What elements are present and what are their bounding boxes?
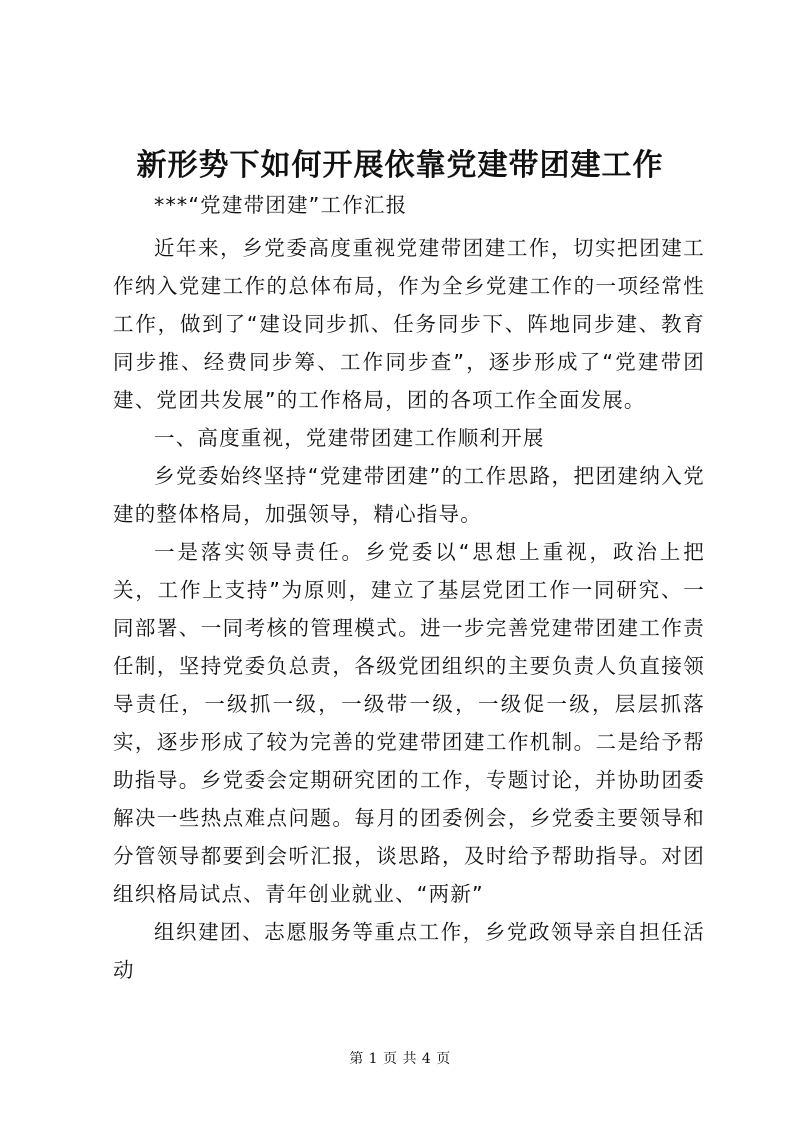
paragraph-2: 乡党委始终坚持“党建带团建”的工作思路，把团建纳入党建的整体格局，加强领导，精心指导。 bbox=[113, 464, 705, 526]
paragraph-3: 一是落实领导责任。乡党委以“思想上重视，政治上把关，工作上支持”为原则，建立了基层党团工作一同研究、一同部署、一同考核的管理模式。进一步完善党建带团建工作责任制，坚持党委负总责，各级党团组织的主要负责人负直接领导责任，一级抓一级，一级带一级，一级促一级，层层抓落实，逐步形成了较为完善的党建带团建工作机制。二是给予帮助指导。乡党委会定期研究团的工作，专题讨论，并协助团委解决一些热点难点问题。每月的团委例会，乡党委主要领导和分管领导都要到会听汇报，谈思路，及时给予帮助指导。对团组织格局试点、青年创业就业、“两新” bbox=[113, 540, 705, 906]
section-heading-1: 一、高度重视，党建带团建工作顺利开展 bbox=[154, 426, 545, 450]
document-title: 新形势下如何开展依靠党建带团建工作 bbox=[136, 148, 664, 183]
paragraph-intro: 近年来，乡党委高度重视党建带团建工作，切实把团建工作纳入党建工作的总体布局，作为全乡党建工作的一项经常性工作，做到了“建设同步抓、任务同步下、阵地同步建、教育同步推、经费同步筹、工作同步查”，逐步形成了“党建带团建、党团共发展”的工作格局，团的各项工作全面发展。 bbox=[113, 236, 705, 412]
subtitle-block bbox=[113, 186, 705, 224]
document-body bbox=[113, 229, 705, 989]
paragraph-4: 组织建团、志愿服务等重点工作，乡党政领导亲自担任活动 bbox=[113, 920, 705, 982]
document-subtitle: ***“党建带团建”工作汇报 bbox=[154, 193, 408, 217]
page-number-footer: 第 1 页 共 4 页 bbox=[349, 1051, 451, 1067]
